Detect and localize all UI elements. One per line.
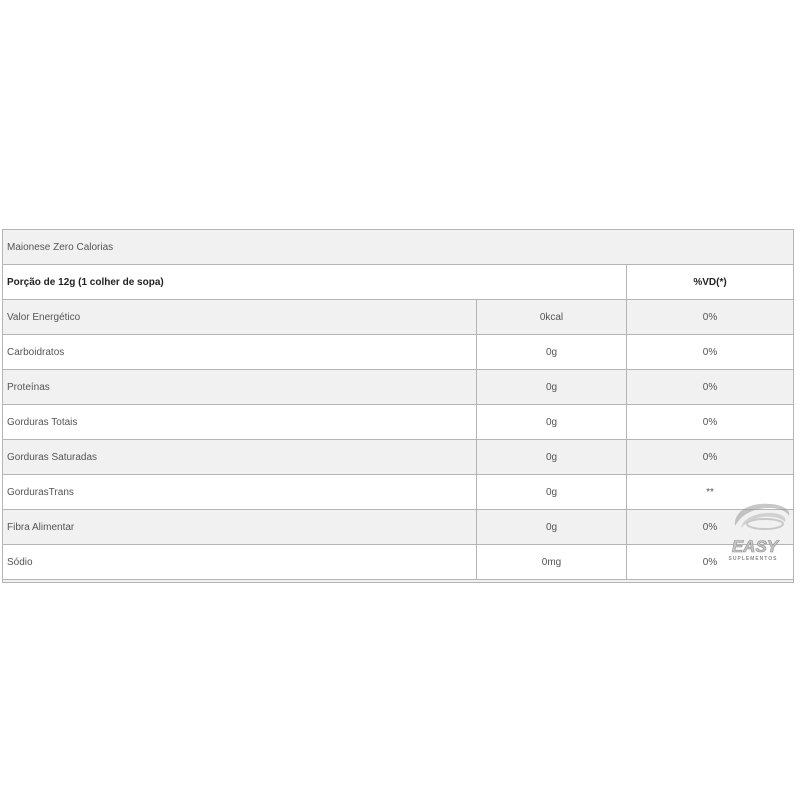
nutrient-name: Sódio bbox=[3, 545, 477, 580]
watermark-brand: EASY bbox=[731, 537, 779, 556]
nutrient-vd: ** bbox=[627, 475, 794, 510]
nutrient-name: Fibra Alimentar bbox=[3, 510, 477, 545]
table-footer-row bbox=[3, 580, 794, 583]
nutrient-vd: 0% bbox=[627, 300, 794, 335]
watermark-tagline: SUPLEMENTOS bbox=[728, 556, 778, 562]
nutrient-name: Gorduras Totais bbox=[3, 405, 477, 440]
table-row bbox=[3, 335, 794, 370]
table-row bbox=[3, 300, 794, 335]
table-row bbox=[3, 545, 794, 580]
brand-swoosh-icon bbox=[735, 504, 789, 529]
nutrient-amount: 0g bbox=[477, 510, 627, 545]
nutrient-vd: 0% bbox=[627, 370, 794, 405]
nutrient-name: Proteínas bbox=[3, 370, 477, 405]
table-footer-cell bbox=[3, 580, 794, 583]
nutrient-name: Valor Energético bbox=[3, 300, 477, 335]
nutrient-amount: 0g bbox=[477, 405, 627, 440]
nutrient-name: GordurasTrans bbox=[3, 475, 477, 510]
nutrient-name: Carboidratos bbox=[3, 335, 477, 370]
table-row bbox=[3, 510, 794, 545]
nutrient-amount: 0g bbox=[477, 440, 627, 475]
nutrient-vd: 0% bbox=[627, 405, 794, 440]
table-row bbox=[3, 440, 794, 475]
nutrient-amount: 0g bbox=[477, 335, 627, 370]
table-title-row bbox=[3, 230, 794, 265]
nutrient-vd: 0% bbox=[627, 545, 794, 580]
nutrition-table bbox=[2, 229, 794, 583]
nutrient-vd: 0% bbox=[627, 510, 794, 545]
vd-header: %VD(*) bbox=[627, 265, 794, 300]
table-row bbox=[3, 370, 794, 405]
nutrient-vd: 0% bbox=[627, 335, 794, 370]
easy-suplementos-watermark bbox=[713, 498, 793, 566]
table-row bbox=[3, 405, 794, 440]
nutrient-vd: 0% bbox=[627, 440, 794, 475]
nutrient-amount: 0g bbox=[477, 370, 627, 405]
table-title: Maionese Zero Calorias bbox=[3, 230, 794, 265]
table-header-row bbox=[3, 265, 794, 300]
portion-label: Porção de 12g (1 colher de sopa) bbox=[3, 265, 627, 300]
table-row bbox=[3, 475, 794, 510]
nutrient-amount: 0g bbox=[477, 475, 627, 510]
nutrient-amount: 0mg bbox=[477, 545, 627, 580]
nutrient-name: Gorduras Saturadas bbox=[3, 440, 477, 475]
nutrient-amount: 0kcal bbox=[477, 300, 627, 335]
